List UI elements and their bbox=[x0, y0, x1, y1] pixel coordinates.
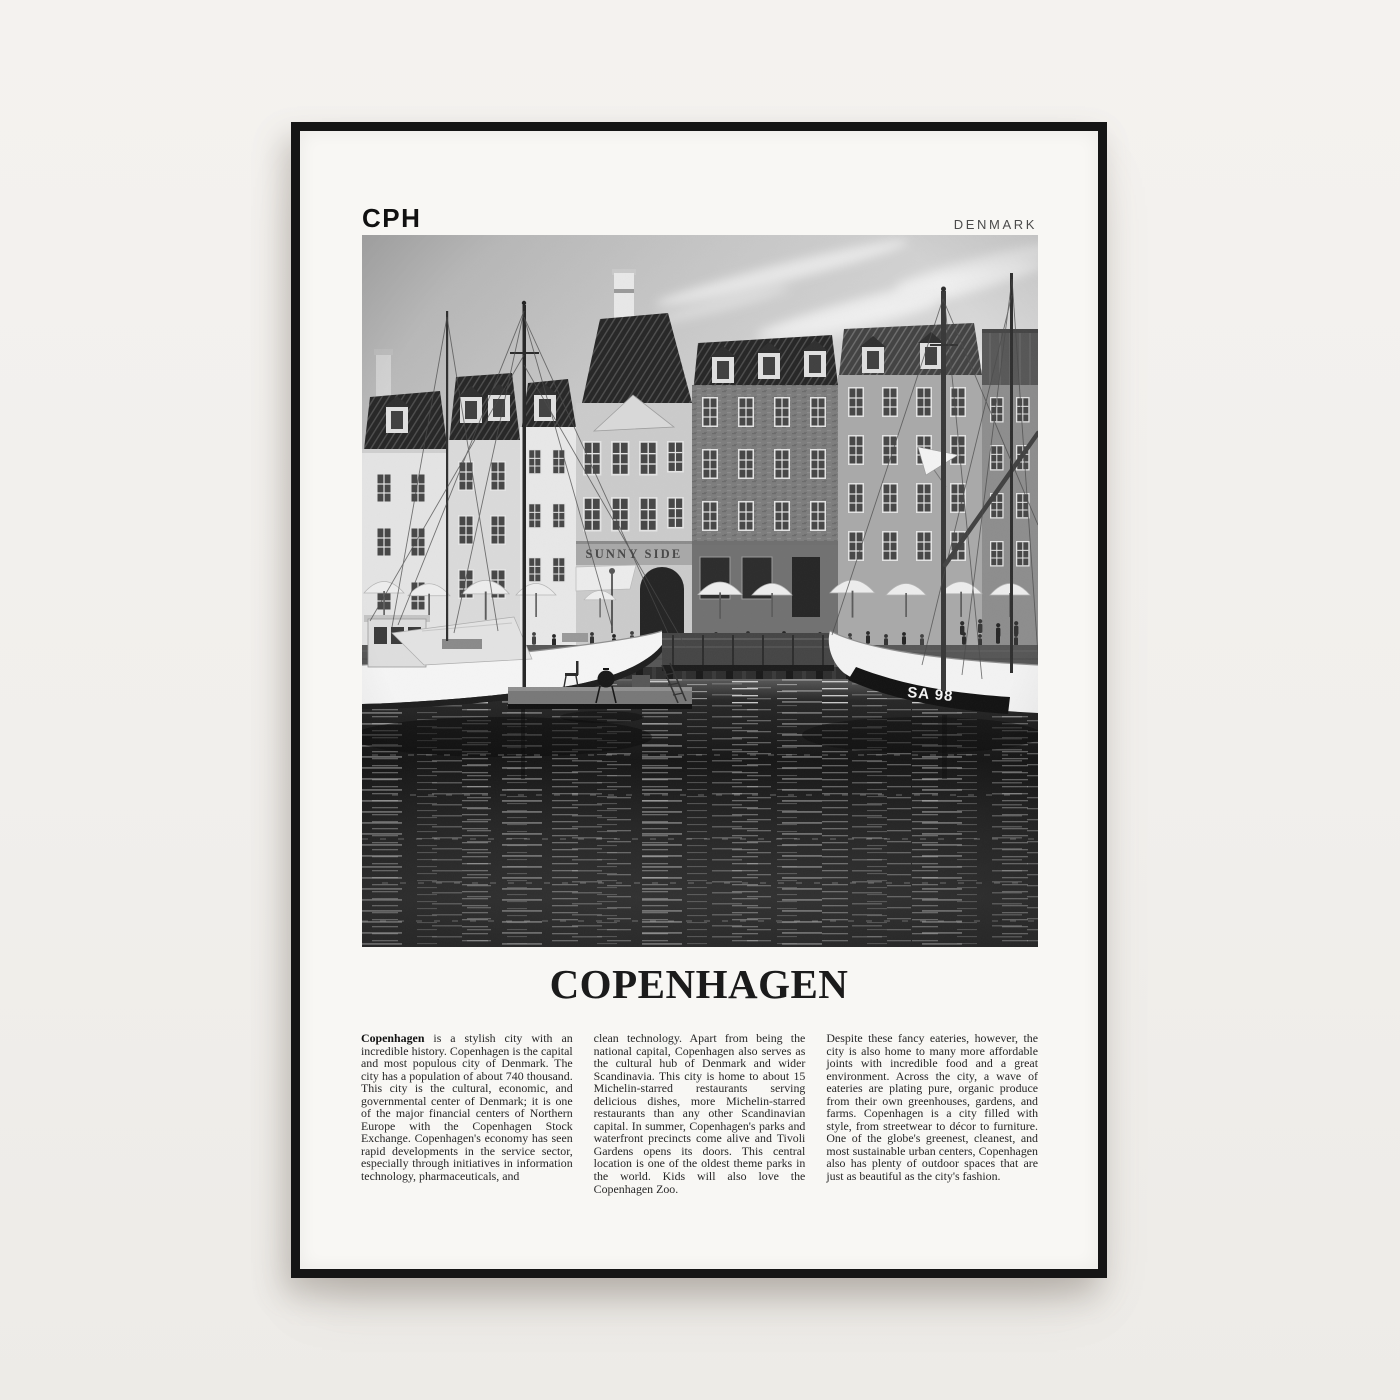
article-column-1 bbox=[361, 1032, 573, 1195]
article-column-3: Despite these fancy eateries, however, the city is also home to many more affordable joints with incredible food and a great environment. Across the city, a wave of eateries are plating pure, organic produce from their own greenhouses, gardens, and farms. Copenhagen is a city filled with style, from streetwear to décor to furniture. One of the globe's greenest, cleanest, and most sustainable urban centers, Copenhagen also has plenty of outdoor spaces that are just as beautiful as the city's fashion. bbox=[826, 1031, 1039, 1184]
poster bbox=[300, 131, 1098, 1269]
harbor-photo bbox=[362, 235, 1038, 947]
photo-grain bbox=[362, 235, 1038, 947]
article-lead-word: Copenhagen bbox=[361, 1031, 425, 1045]
country-label: DENMARK bbox=[953, 217, 1037, 232]
article-column-2: clean technology. Apart from being the national capital, Copenhagen also serves as the cultural hub of Denmark and wider Scandinavia. This city is home to about 15 Michelin-starred restaurants serving delicious dishes, more Michelin-starred restaurants than any other Scandinavian capital. In summer, Copenhagen's parks and waterfront precincts come alive and Tivoli Gardens opens its doors. This central location is one of the oldest theme parks in the world. Kids will also love the Copenhagen Zoo. bbox=[593, 1031, 806, 1196]
poster-title: COPENHAGEN bbox=[549, 961, 849, 1007]
picture-frame bbox=[291, 122, 1107, 1278]
article-column-1-text: is a stylish city with an incredible history. Copenhagen is the capital and most populous city of Denmark. The city has a population of about 740 thousand. This city is the cultural, economic, and governmental center of Denmark; it is one of the major financial centers of Northern Europe with the Copenhagen Stock Exchange. Copenhagen's economy has seen rapid developments in the service sector, especially through initiatives in information technology, pharmaceuticals, and bbox=[361, 1031, 573, 1184]
article bbox=[361, 1032, 1038, 1195]
city-code-label: CPH bbox=[362, 203, 422, 233]
